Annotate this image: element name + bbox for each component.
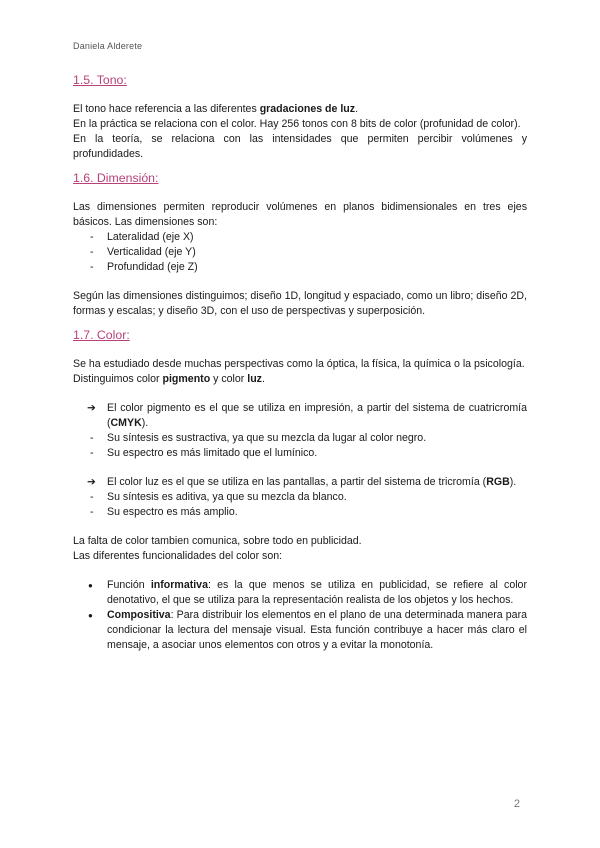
- arrow-icon: ➔: [87, 476, 96, 488]
- color-outro-1: La falta de color tambien comunica, sobre todo en publicidad.: [73, 535, 362, 547]
- bold-text: pigmento: [162, 373, 211, 385]
- page-number: 2: [513, 798, 520, 810]
- list-item: [73, 475, 527, 490]
- list-item: [73, 401, 527, 431]
- list-item: - Su espectro es más amplio.: [73, 505, 527, 520]
- pigment-list: [73, 401, 527, 431]
- bold-text: CMYK: [110, 417, 142, 429]
- list-item: - Su síntesis es aditiva, ya que su mezcla da blanco.: [73, 490, 527, 505]
- list-item: - Su espectro es más limitado que el lumínico.: [73, 446, 527, 461]
- dimension-summary: Según las dimensiones distinguimos; diseño 1D, longitud y espaciado, como un libro; diseño 2D, formas y escalas; y diseño 3D, con el uso de perspectivas y superposición.: [73, 290, 527, 317]
- bold-text: luz: [247, 373, 262, 385]
- text-span: El color pigmento es el que se utiliza en impresión, a partir del sistema de cuatricromía (: [107, 402, 527, 429]
- text-span: Función: [107, 579, 151, 591]
- text-span: ).: [509, 476, 517, 488]
- dimension-list: [73, 230, 527, 275]
- text-span: : es la que menos se utiliza en publicidad, se refiere al color denotativo, el que se utiliza para la representación realista de los objetos y los hechos.: [107, 579, 527, 606]
- bold-text: gradaciones de luz: [259, 103, 356, 115]
- text-span: ).: [141, 417, 149, 429]
- light-sublist: [73, 490, 527, 520]
- light-list: [73, 475, 527, 490]
- color-outro-2: Las diferentes funcionalidades del color son:: [73, 550, 283, 562]
- bold-text: RGB: [486, 476, 510, 488]
- tono-paragraph-3: En la teoría, se relaciona con las intensidades que permiten percibir volúmenes y profundidades.: [73, 133, 527, 160]
- arrow-icon: ➔: [87, 402, 96, 414]
- list-item: - Profundidad (eje Z): [73, 260, 527, 275]
- text-span: El color luz es el que se utiliza en las pantallas, a partir del sistema de tricromía (: [107, 476, 487, 488]
- bold-text: Compositiva: [107, 609, 171, 621]
- text-span: .: [355, 103, 359, 115]
- text-span: y color: [210, 373, 248, 385]
- text-span: El tono hace referencia a las diferentes: [73, 103, 260, 115]
- list-item: - Verticalidad (eje Y): [73, 245, 527, 260]
- text-span: .: [261, 373, 265, 385]
- page-content: [73, 72, 527, 653]
- list-item: [73, 608, 527, 653]
- section-title-tono: 1.5. Tono:: [73, 73, 127, 87]
- tono-paragraph-1: [73, 102, 527, 117]
- dimension-intro: Las dimensiones permiten reproducir volúmenes en planos bidimensionales en tres ejes básicos. Las dimensiones son:: [73, 201, 527, 228]
- tono-paragraph-2: En la práctica se relaciona con el color. Hay 256 tonos con 8 bits de color (profunidad de color).: [73, 118, 521, 130]
- page-header-author: Daniela Alderete: [73, 41, 143, 51]
- text-span: : Para distribuir los elementos en el plano de una determinada manera para condicionar la lectura del mensaje visual. Esta función contribuye a hacer más claro el mensaje, a asociar unos elementos con otros y a evitar la monotonía.: [107, 609, 527, 651]
- list-item: - Su síntesis es sustractiva, ya que su mezcla da lugar al color negro.: [73, 431, 527, 446]
- list-item: [73, 578, 527, 608]
- color-intro: Se ha estudiado desde muchas perspectivas como la óptica, la física, la química o la psicología.: [73, 358, 525, 370]
- section-title-color: 1.7. Color:: [73, 328, 130, 342]
- section-title-dimension: 1.6. Dimensión:: [73, 171, 159, 185]
- text-span: Distinguimos color: [73, 373, 163, 385]
- bold-text: informativa: [150, 579, 208, 591]
- list-item: - Lateralidad (eje X): [73, 230, 527, 245]
- color-distinguish: [73, 372, 527, 387]
- function-list: [73, 578, 527, 653]
- pigment-sublist: [73, 431, 527, 461]
